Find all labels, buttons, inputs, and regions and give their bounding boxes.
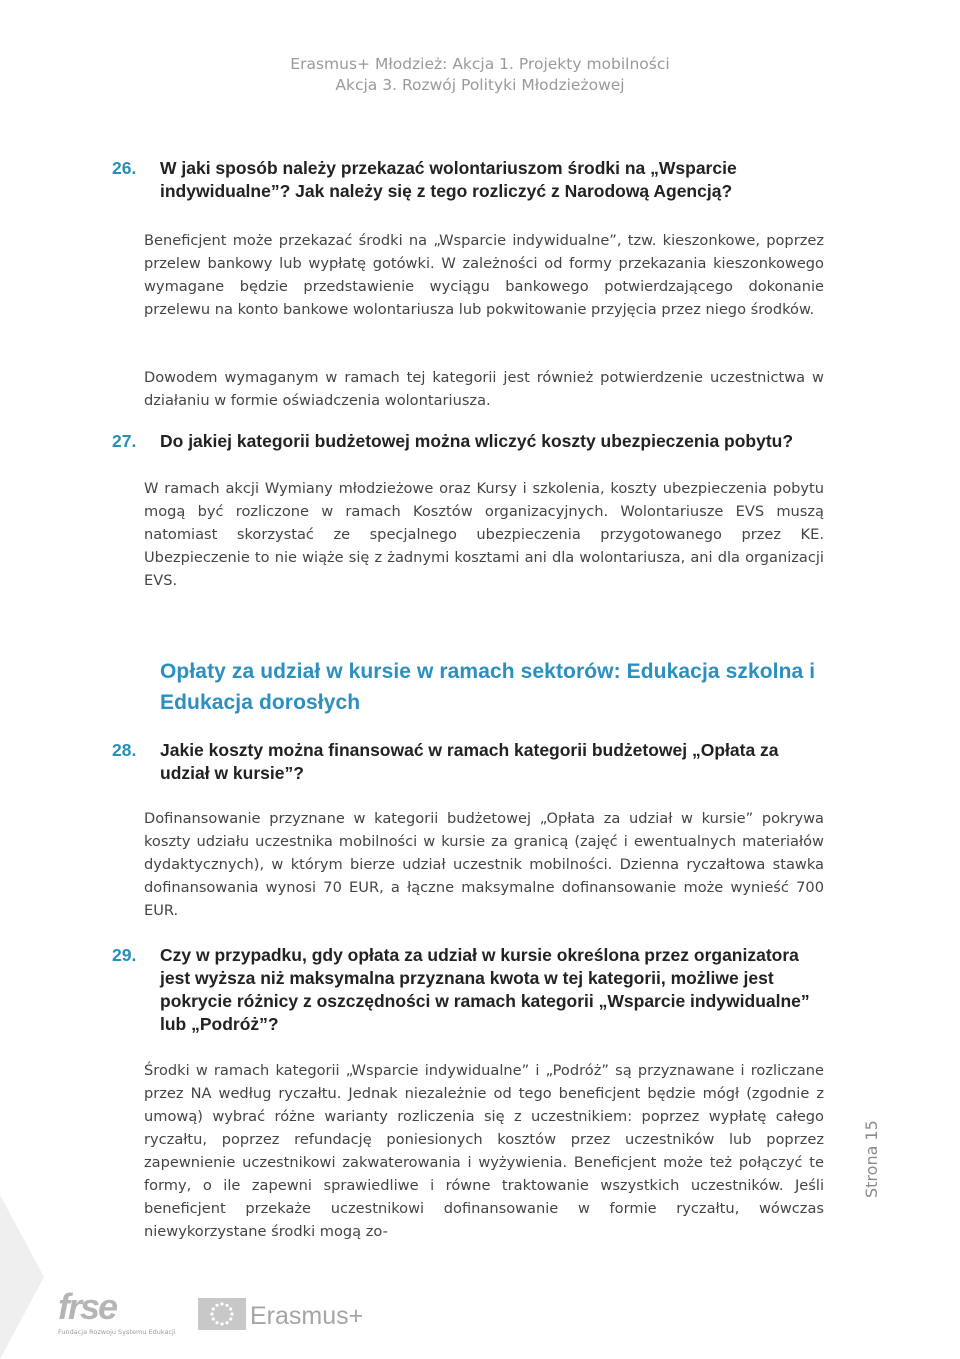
- question-26: [112, 157, 828, 203]
- header-line-1: Erasmus+ Młodzież: Akcja 1. Projekty mobilności: [290, 55, 670, 73]
- question-27: [112, 430, 828, 453]
- question-text: Czy w przypadku, gdy opłata za udział w kursie określona przez organizatora jest wyższa niż maksymalna przyznana kwota w tej kategorii, możliwe jest pokrycie różnicy z oszczędności w ramach kategorii „Wsparcie indywidualne” lub „Podróż”?: [160, 945, 810, 1034]
- frse-logo: [58, 1286, 176, 1342]
- answer-26-paragraph-2: Dowodem wymaganym w ramach tej kategorii jest również potwierdzenie uczestnictwa w działaniu w formie oświadczenia wolontariusza.: [144, 369, 824, 409]
- running-header: [0, 54, 960, 96]
- question-number: 26.: [112, 158, 137, 178]
- question-28: [112, 739, 828, 785]
- question-29: [112, 944, 828, 1036]
- answer-27-paragraph-1: W ramach akcji Wymiany młodzieżowe oraz Kursy i szkolenia, koszty ubezpieczenia pobytu mogą być rozliczone w ramach Kosztów organizacyjnych. Wolontariusze EVS muszą natomiast skorzystać ze specjalnego ubezpieczenia przygotowanego przez KE. Ubezpieczenie to nie wiąże się z żadnymi kosztami ani dla wolontariusza, ani dla organizacji EVS.: [144, 480, 824, 589]
- page-number: Strona 15: [862, 1120, 881, 1198]
- frse-logo-caption: Fundacja Rozwoju Systemu Edukacji: [58, 1328, 176, 1336]
- section-title: Opłaty za udział w kursie w ramach sektorów: Edukacja szkolna i Edukacja dorosłych: [160, 660, 816, 714]
- question-number: 27.: [112, 431, 137, 451]
- question-number: 29.: [112, 945, 137, 965]
- frse-logo-letters: frse: [58, 1286, 117, 1327]
- answer-28-paragraph-1: Dofinansowanie przyznane w kategorii budżetowej „Opłata za udział w kursie” pokrywa koszty udziału uczestnika mobilności w kursie za granicą (zajęć i ewentualnych materiałów dydaktycznych), w którym bierze udział uczestnik mobilności. Dzienna ryczałtowa stawka dofinansowania wynosi 70 EUR, a łączne maksymalne dofinansowanie może wynieść 700 EUR.: [144, 810, 824, 919]
- erasmus-plus-logo-text: Erasmus+: [250, 1302, 364, 1330]
- eu-flag-stars: [198, 1298, 246, 1330]
- question-text: Do jakiej kategorii budżetowej można wliczyć koszty ubezpieczenia pobytu?: [160, 431, 794, 451]
- answer-29-paragraph-1: Środki w ramach kategorii „Wsparcie indywidualne” i „Podróż” są przyznawane i rozliczane przez NA według ryczałtu. Jednak niezależnie od tego beneficjent będzie mógł (zgodnie z umową) wybrać różne warianty rozliczenia się z uczestnikiem: poprzez wypłatę całego ryczałtu, poprzez refundację poniesionych kosztów przez uczestników lub poprzez zapewnienie uczestnikowi zakwaterowania i wyżywienia. Beneficjent może też połączyć te formy, o ile zapewni sprawiedliwe i równe traktowanie wszystkich uczestników. Jeśli beneficjent przekaże uczestnikowi dofinansowanie w formie ryczałtu, wówczas niewykorzystane środki mogą zo-: [144, 1062, 824, 1240]
- question-number: 28.: [112, 740, 137, 760]
- question-text: Jakie koszty można finansować w ramach kategorii budżetowej „Opłata za udział w kursie”?: [160, 740, 779, 783]
- answer-26-paragraph-1: Beneficjent może przekazać środki na „Wsparcie indywidualne”, tzw. kieszonkowe, poprzez przelew bankowy lub wypłatę gotówki. W zależności od formy przekazania kieszonkowego wymagane będzie przedstawienie wyciągu bankowego potwierdzającego dokonanie przelewu na konto bankowe wolontariusza lub pokwitowanie przyjęcia przez niego środków.: [144, 232, 824, 318]
- footer-logos: [58, 1286, 378, 1350]
- header-line-2: Akcja 3. Rozwój Polityki Młodzieżowej: [335, 76, 625, 94]
- eu-flag-icon: [198, 1298, 246, 1330]
- question-text: W jaki sposób należy przekazać wolontariuszom środki na „Wsparcie indywidualne”? Jak należy się z tego rozliczyć z Narodową Agencją?: [160, 158, 737, 201]
- decorative-triangle: [0, 1195, 44, 1359]
